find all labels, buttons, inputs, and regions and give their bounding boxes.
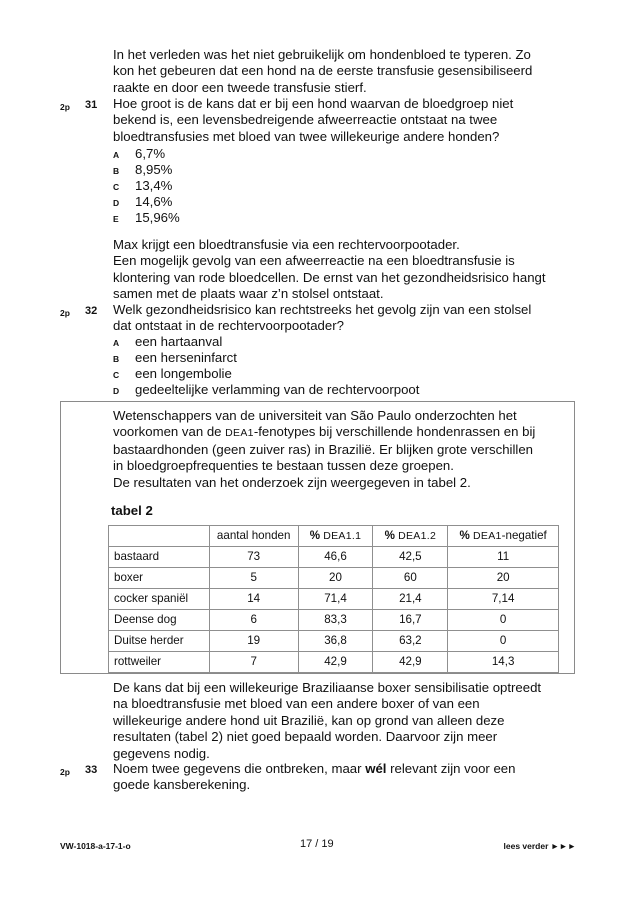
context-line: resultaten (tabel 2) niet goed bepaald worden. Daarvoor zijn meer (113, 729, 498, 745)
q31-number: 31 (85, 99, 98, 111)
box-line-text: voorkomen van de (113, 424, 226, 440)
cell: 20 (298, 568, 373, 589)
cell: 0 (448, 631, 559, 652)
header-cell (109, 526, 210, 547)
option-text: een longembolie (135, 366, 232, 381)
q32-points: 2p (60, 308, 70, 318)
header-text: % (459, 529, 474, 542)
cell: 14,3 (448, 652, 559, 673)
cell: 21,4 (373, 589, 448, 610)
q33-question (113, 761, 593, 794)
context-line: Max krijgt een bloedtransfusie via een rechtervoorpootader. (113, 237, 460, 252)
q32-number: 32 (85, 305, 98, 317)
table-row (109, 547, 559, 568)
option-letter: D (113, 198, 120, 208)
context-paragraph (113, 680, 593, 762)
exam-code: VW-1018-a-17-1-o (60, 841, 131, 851)
cell: 6 (209, 610, 298, 631)
q31-line: bloedtransfusies met bloed van twee willekeurige andere honden? (113, 128, 500, 144)
box-line-text: -fenotypes bij verschillende hondenrassen en bij (253, 424, 536, 440)
cell: 19 (209, 631, 298, 652)
table-row (109, 589, 559, 610)
header-cell (298, 526, 373, 547)
q31-line: bekend is, een levensbedreigende afweerreactie ontstaat na twee (113, 112, 498, 128)
option-letter: A (113, 338, 120, 348)
intro-line: In het verleden was het niet gebruikelijk om hondenbloed te typeren. Zo (113, 47, 531, 62)
cell: 73 (209, 547, 298, 568)
context-line: De kans dat bij een willekeurige Braziliaanse boxer sensibilisatie optreedt (113, 680, 542, 695)
table-header-row (109, 526, 559, 547)
context-paragraph (113, 237, 593, 303)
cell: 46,6 (298, 547, 373, 568)
header-cell (448, 526, 559, 547)
q33-number: 33 (85, 764, 98, 776)
cell: 63,2 (373, 631, 448, 652)
cell: 5 (209, 568, 298, 589)
dea1-term: DEA1 (225, 427, 254, 440)
q32-line: Welk gezondheidsrisico kan rechtstreeks het gevolg zijn van een stolsel (113, 302, 532, 317)
q33-line (113, 761, 593, 777)
q32-question (113, 302, 593, 335)
q31-points: 2p (60, 102, 70, 112)
option-text: 14,6% (135, 194, 173, 209)
row-label: boxer (109, 568, 210, 589)
option-text: gedeeltelijke verlamming van de rechtervoorpoot (135, 382, 420, 397)
context-line: klontering van rode bloedcellen. De ernst van het gezondheidsrisico hangt (113, 269, 546, 285)
row-label: Duitse herder (109, 631, 210, 652)
box-line: bastaardhonden (geen zuiver ras) in Brazilië. Er blijken grote verschillen (113, 441, 534, 457)
option-text: 15,96% (135, 210, 180, 225)
header-cell (209, 526, 298, 547)
row-label: bastaard (109, 547, 210, 568)
header-text: % (309, 529, 324, 542)
context-line: willekeurige andere hond uit Brazilië, kan op grond van alleen deze (113, 712, 505, 728)
option-text: een hartaanval (135, 334, 223, 349)
header-text: -negatief (501, 529, 547, 542)
cell: 42,9 (298, 652, 373, 673)
header-text: DEA1.1 (323, 530, 362, 542)
table-row (109, 610, 559, 631)
table-row (109, 652, 559, 673)
q31-question (113, 96, 593, 145)
q33-text: Noem twee gegevens die ontbreken, maar (113, 761, 366, 776)
option-text: 6,7% (135, 146, 166, 161)
q31-line: Hoe groot is de kans dat er bij een hond waarvan de bloedgroep niet (113, 96, 514, 111)
header-text: DEA1.2 (398, 530, 437, 542)
intro-line: kon het gebeuren dat een hond na de eerste transfusie gesensibiliseerd (113, 63, 533, 79)
cell: 16,7 (373, 610, 448, 631)
row-label: rottweiler (109, 652, 210, 673)
context-line: gegevens nodig. (113, 745, 210, 761)
header-cell (373, 526, 448, 547)
box-line (113, 424, 593, 441)
cell: 42,5 (373, 547, 448, 568)
cell: 71,4 (298, 589, 373, 610)
option-letter: A (113, 150, 120, 160)
context-line: na bloedtransfusie met bloed van een andere boxer of van een (113, 696, 480, 712)
box-line: Wetenschappers van de universiteit van São Paulo onderzochten het (113, 408, 517, 423)
cell: 42,9 (373, 652, 448, 673)
option-letter: B (113, 166, 120, 176)
context-line: samen met de plaats waar z’n stolsel ontstaat. (113, 286, 384, 302)
cell: 83,3 (298, 610, 373, 631)
option-letter: C (113, 370, 120, 380)
context-line: Een mogelijk gevolg van een afweerreactie na een bloedtransfusie is (113, 253, 515, 269)
cell: 20 (448, 568, 559, 589)
cell: 36,8 (298, 631, 373, 652)
box-line: De resultaten van het onderzoek zijn weergegeven in tabel 2. (113, 474, 471, 490)
option-letter: D (113, 386, 120, 396)
header-text: DEA1 (473, 530, 502, 542)
option-letter: B (113, 354, 120, 364)
q33-text: relevant zijn voor een (386, 761, 516, 776)
header-text: aantal honden (216, 529, 291, 542)
cell: 14 (209, 589, 298, 610)
table-row (109, 631, 559, 652)
next-page-indicator: lees verder ►►► (503, 841, 576, 851)
option-letter: E (113, 214, 119, 224)
option-letter: C (113, 182, 120, 192)
data-table (108, 525, 559, 673)
table-row (109, 568, 559, 589)
box-paragraph (113, 408, 593, 491)
cell: 0 (448, 610, 559, 631)
table-title: tabel 2 (111, 503, 153, 518)
q33-line: goede kansberekening. (113, 777, 251, 793)
q33-points: 2p (60, 767, 70, 777)
box-line: in bloedgroepfrequenties te bestaan tussen deze groepen. (113, 458, 454, 474)
cell: 7,14 (448, 589, 559, 610)
cell: 60 (373, 568, 448, 589)
intro-paragraph (113, 47, 593, 96)
header-text: % (384, 529, 399, 542)
option-text: 8,95% (135, 162, 173, 177)
cell: 7 (209, 652, 298, 673)
q32-line: dat ontstaat in de rechtervoorpootader? (113, 318, 344, 334)
option-text: 13,4% (135, 178, 173, 193)
row-label: Deense dog (109, 610, 210, 631)
page-number: 17 / 19 (300, 838, 334, 850)
intro-line: raakte en door een tweede transfusie stierf. (113, 79, 367, 95)
q33-emphasis: wél (365, 761, 387, 776)
row-label: cocker spaniël (109, 589, 210, 610)
option-text: een herseninfarct (135, 350, 237, 365)
cell: 11 (448, 547, 559, 568)
